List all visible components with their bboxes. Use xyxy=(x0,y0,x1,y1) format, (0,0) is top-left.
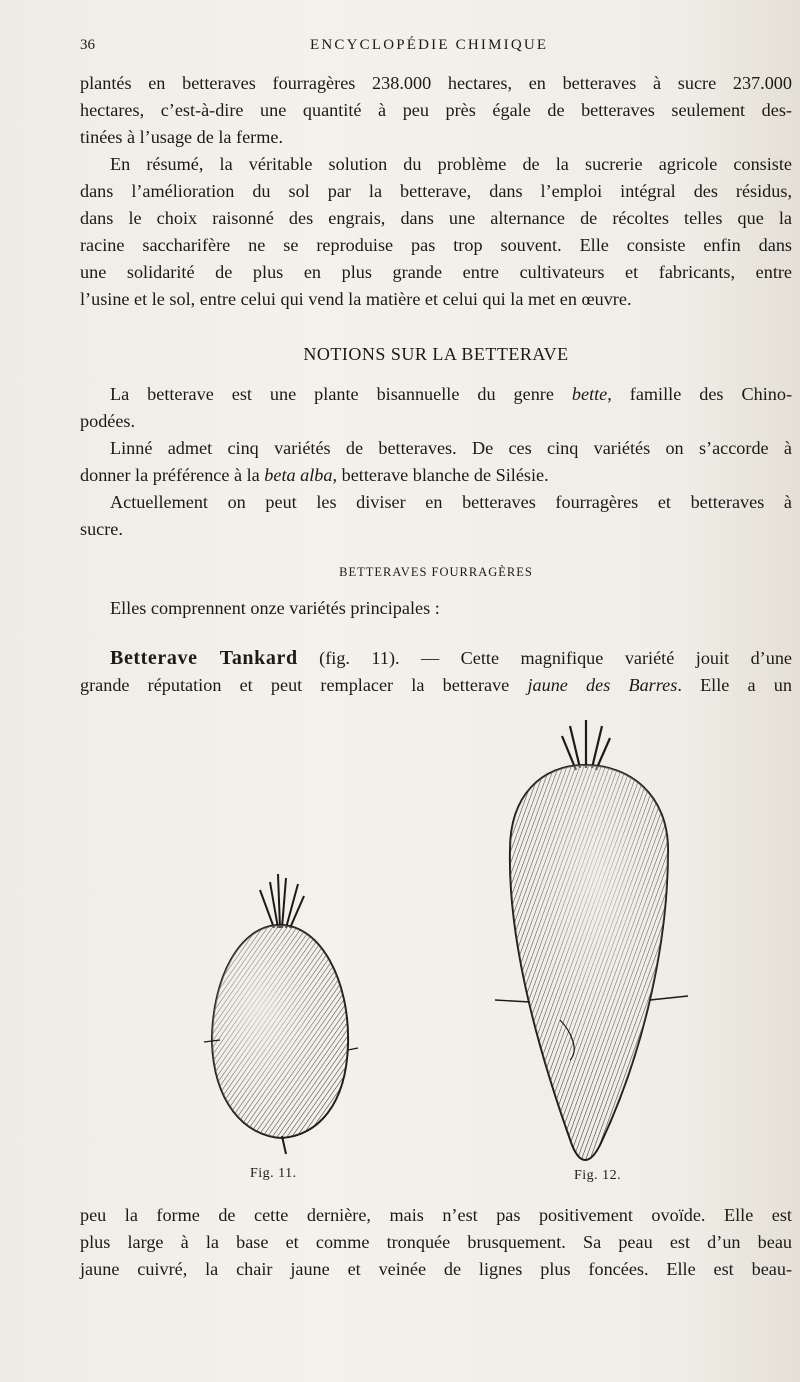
beet-tapered-illustration xyxy=(490,720,690,1170)
text-line: En résumé, la véritable solution du problème de la sucrerie agricole consiste xyxy=(110,154,792,174)
paragraph-tankard-continued xyxy=(80,1202,792,1283)
section-heading: NOTIONS SUR LA BETTERAVE xyxy=(303,344,569,364)
paragraph-summary xyxy=(80,151,792,313)
paragraph-division xyxy=(80,489,792,543)
text-line: Linné admet cinq variétés de betteraves. De ces cinq variétés on s’accorde à xyxy=(110,438,792,458)
text-line: Betterave Tankard (fig. 11). — Cette magnifique variété jouit d’une xyxy=(110,647,792,669)
text-line: dans l’amélioration du sol par la betterave, dans l’emploi intégral des résidus, xyxy=(80,181,792,201)
paragraph-definition xyxy=(80,381,792,435)
paragraph-varieties xyxy=(80,595,792,622)
text-line: une solidarité de plus en plus grande entre cultivateurs et fabricants, entre xyxy=(80,262,792,282)
paragraph-tankard xyxy=(80,645,792,699)
text-line: La betterave est une plante bisannuelle du genre bette, famille des Chino- xyxy=(110,384,792,404)
variety-name: Betterave Tankard xyxy=(110,647,298,669)
text-line: Elles comprennent onze variétés principales : xyxy=(110,598,440,618)
text-line: racine saccharifère ne se reproduise pas trop souvent. Elle consiste enfin dans xyxy=(80,235,792,255)
text-line: dans le choix raisonné des engrais, dans une alternance de récoltes telles que la xyxy=(80,208,792,228)
text-line: plus large à la base et comme tronquée brusquement. Sa peau est d’un beau xyxy=(80,1232,792,1252)
text-line: l’usine et le sol, entre celui qui vend la matière et celui qui la met en œuvre. xyxy=(80,289,632,309)
figure-12-caption: Fig. 12. xyxy=(574,1168,622,1183)
running-title: ENCYCLOPÉDIE CHIMIQUE xyxy=(310,37,549,53)
text-line: peu la forme de cette dernière, mais n’est pas positivement ovoïde. Elle est xyxy=(80,1205,792,1225)
text-line: tinées à l’usage de la ferme. xyxy=(80,127,283,147)
text-line: grande réputation et peut remplacer la betterave jaune des Barres. Elle a un xyxy=(80,675,792,695)
text-line: hectares, c’est-à-dire une quantité à peu près égale de betteraves seulement des- xyxy=(80,100,792,120)
figure-11-caption: Fig. 11. xyxy=(250,1166,297,1181)
text-line: donner la préférence à la beta alba, betterave blanche de Silésie. xyxy=(80,465,549,485)
subsection-heading: BETTERAVES FOURRAGÈRES xyxy=(339,565,533,579)
text-line: podées. xyxy=(80,411,136,431)
running-head xyxy=(80,34,792,58)
text-line: Actuellement on peut les diviser en betteraves fourragères et betteraves à xyxy=(110,492,792,512)
text-line: sucre. xyxy=(80,519,123,539)
paragraph-linne xyxy=(80,435,792,489)
beet-round-illustration xyxy=(200,870,360,1160)
text-line: jaune cuivré, la chair jaune et veinée de lignes plus foncées. Elle est beau- xyxy=(80,1259,792,1279)
text-line: plantés en betteraves fourragères 238.000 hectares, en betteraves à sucre 237.000 xyxy=(80,73,792,93)
paragraph-intro xyxy=(80,70,792,151)
page-number: 36 xyxy=(80,37,95,53)
